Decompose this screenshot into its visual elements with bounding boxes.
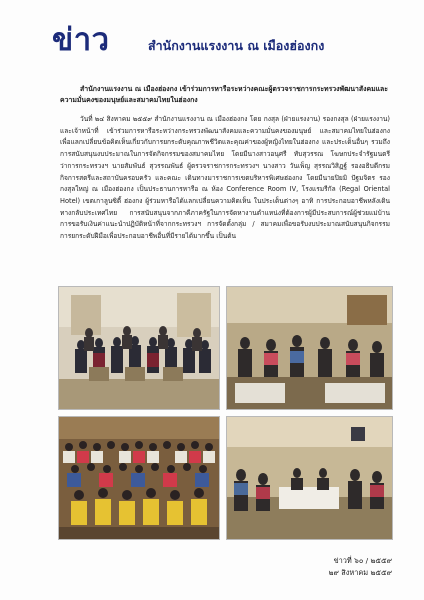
- news-date: ๒๙ สิงหาคม ๒๕๕๙: [328, 568, 392, 577]
- news-number: ข่าวที่ ๖๐ / ๒๕๕๙: [333, 556, 392, 565]
- page-title: ข่าว: [52, 22, 110, 58]
- group-photo-members: [58, 416, 220, 540]
- group-photo-formal: [58, 286, 220, 410]
- conference-room-photo: [226, 416, 393, 540]
- article-headline: สำนักงานแรงงาน ณ เมืองฮ่องกง เข้าร่วมการหารือระหว่างคณะผู้ตรวจราชการกระทรวงพัฒนาสังคมและความมั่นคงของมนุษย์และสมาคมไทยในฮ่องกง: [60, 85, 388, 104]
- page-subtitle: สำนักงานแรงงาน ณ เมืองฮ่องกง: [148, 38, 325, 53]
- article-body: วันที่ ๒๔ สิงหาคม ๒๕๕๙ สำนักงานแรงงาน ณ เมืองฮ่องกง โดย กงสุล (ฝ่ายแรงงาน) รองกงสุล (ฝ่ายแรงงาน) และเจ้าหน้าที่ เข้าร่วมการหารือระหว่างกระทรวงพัฒนาสังคมและความมั่นคงของมนุษย์ และสมาคมไทยในฮ่องกง เพื่อแลกเปลี่ยนข้อคิดเห็นเกี่ยวกับการยกระดับคุณภาพชีวิตและคุณค่าของผู้หญิงไทยในฮ่องกง และประเด็นอื่นๆ รวมถึงการสนับสนุนงบประมาณในการจัดกิจกรรมของสมาคมไทย โดยมีนางสาวอนุศรี ทับสุวรรณ โฆษกประจำรัฐมนตรีว่าการกระทรวงฯ นายสัมพันธ์ สุวรรณพันธ์ ผู้ตรวจราชการกระทรวงฯ นางสาว วันเพ็ญ สุรรณวิสิฏฐ์ รองอธิบดีกรมกิจการสตรีและสถาบันครอบครัว และคณะ เดินทางมาราชการเขตบริหารพิเศษฮ่องกง โดยมีนายปิยมิ ปัฐมจิตร รองกงสุลใหญ่ ณ เมืองฮ่องกง เป็นประธานการหารือ ณ ห้อง Conference Room IV, โรงแรมรีกัล (Regal Oriental Hotel) เขตเกาลูนซิตี้ ฮ่องกง ผู้ร่วมหารือได้แลกเปลี่ยนความคิดเห็น ในประเด็นต่างๆ อาทิ การประกอบอาชีพหลังเดินทางกลับประเทศไทย การสนับสนุนจากภาคีภาครัฐในการจัดหางานตำแหน่งที่ต้องการผู้มีประสบการณ์ผู้ช่วยแม่บ้าน การขอรับเงินค่าแนะนำปฏิบัติหน้าที่จากกระทรวงฯ การจัดตั้งกลุ่ม / สมาคมเพื่อขอรับงบประมาณสนับสนุนกิจกรรม การยกระดับฝีมือเพื่อประกอบอาชีพอื่นที่มีรายได้มากขึ้น เป็นต้น: [60, 115, 390, 241]
- meeting-discussion-photo: [226, 286, 393, 410]
